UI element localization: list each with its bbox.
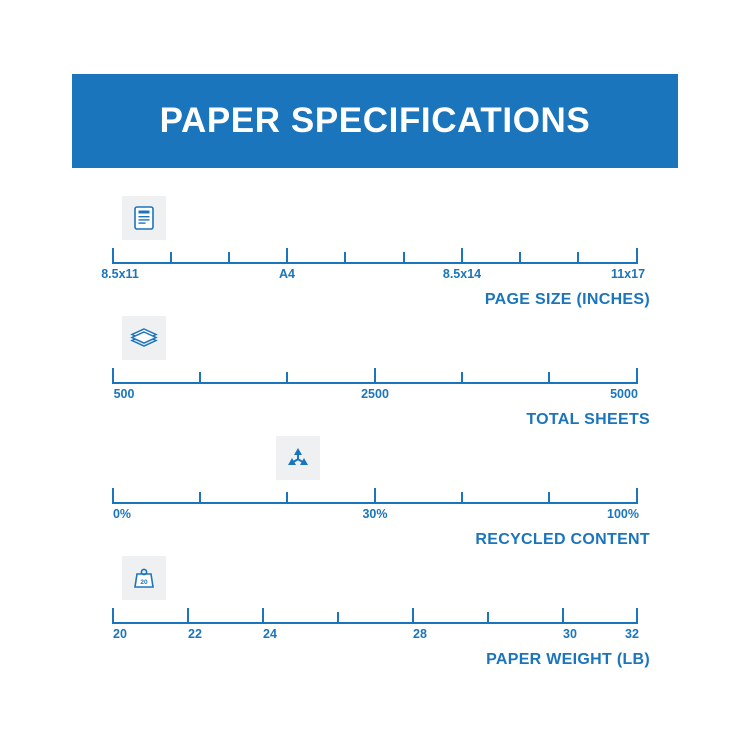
spec-page-size	[72, 184, 678, 306]
axis-tick	[112, 248, 114, 262]
spec-paper-weight	[72, 544, 678, 666]
axis-line-recycled-content	[112, 502, 638, 504]
axis-label: 500	[113, 387, 135, 401]
axis-tick	[562, 608, 564, 622]
axis-tick	[112, 368, 114, 382]
axis-label: 32	[625, 627, 639, 641]
axis-tick	[112, 488, 114, 502]
axis-tick	[548, 492, 550, 502]
axis-tick	[403, 252, 405, 262]
document-icon	[122, 196, 166, 240]
axis-label: A4	[279, 267, 295, 281]
axis-tick	[412, 608, 414, 622]
axis-label: 8.5x14	[442, 267, 482, 281]
axis-label: 5000	[610, 387, 638, 401]
axis-line-page-size	[112, 262, 638, 264]
axis-tick	[636, 248, 638, 262]
axis-tick	[286, 372, 288, 382]
axis-line-paper-weight	[112, 622, 638, 624]
axis-tick	[519, 252, 521, 262]
axis-tick	[548, 372, 550, 382]
spec-title-recycled-content: RECYCLED CONTENT	[475, 531, 650, 548]
axis-label: 30%	[362, 507, 388, 521]
axis-tick	[344, 252, 346, 262]
axis-tick	[337, 612, 339, 622]
axis-tick	[228, 252, 230, 262]
axis-tick	[262, 608, 264, 622]
spec-title-paper-weight: PAPER WEIGHT (LB)	[486, 651, 650, 668]
axis-line-total-sheets	[112, 382, 638, 384]
axis-label: 24	[263, 627, 277, 641]
axis-tick	[636, 488, 638, 502]
axis-tick	[636, 368, 638, 382]
axis-tick	[374, 368, 376, 382]
weight-icon	[122, 556, 166, 600]
page-title: PAPER SPECIFICATIONS	[159, 101, 591, 140]
spec-card	[72, 74, 678, 675]
spec-title-total-sheets: TOTAL SHEETS	[526, 411, 650, 428]
axis-label: 11x17	[610, 267, 646, 281]
svg-text:20: 20	[140, 579, 148, 586]
axis-tick	[199, 492, 201, 502]
sheets-stack-icon	[122, 316, 166, 360]
axis-label: 2500	[361, 387, 389, 401]
axis-label: 0%	[112, 507, 132, 521]
axis-tick	[577, 252, 579, 262]
axis-label: 100%	[607, 507, 639, 521]
spec-title-page-size: PAGE SIZE (INCHES)	[484, 291, 650, 308]
axis-tick	[461, 372, 463, 382]
axis-label: 8.5x11	[101, 267, 139, 281]
axis-label: 22	[188, 627, 202, 641]
spec-recycled-content	[72, 424, 678, 546]
axis-label: 30	[563, 627, 577, 641]
axis-tick	[286, 492, 288, 502]
axis-tick	[461, 248, 463, 262]
axis-label: 28	[413, 627, 427, 641]
axis-tick	[286, 248, 288, 262]
recycle-icon	[276, 436, 320, 480]
axis-tick	[170, 252, 172, 262]
axis-tick	[461, 492, 463, 502]
spec-total-sheets	[72, 304, 678, 426]
header-bar	[72, 74, 678, 168]
axis-tick	[112, 608, 114, 622]
axis-tick	[199, 372, 201, 382]
axis-tick	[487, 612, 489, 622]
axis-label: 20	[113, 627, 127, 641]
axis-tick	[374, 488, 376, 502]
spec-list	[72, 168, 678, 675]
axis-tick	[636, 608, 638, 622]
axis-tick	[187, 608, 189, 622]
